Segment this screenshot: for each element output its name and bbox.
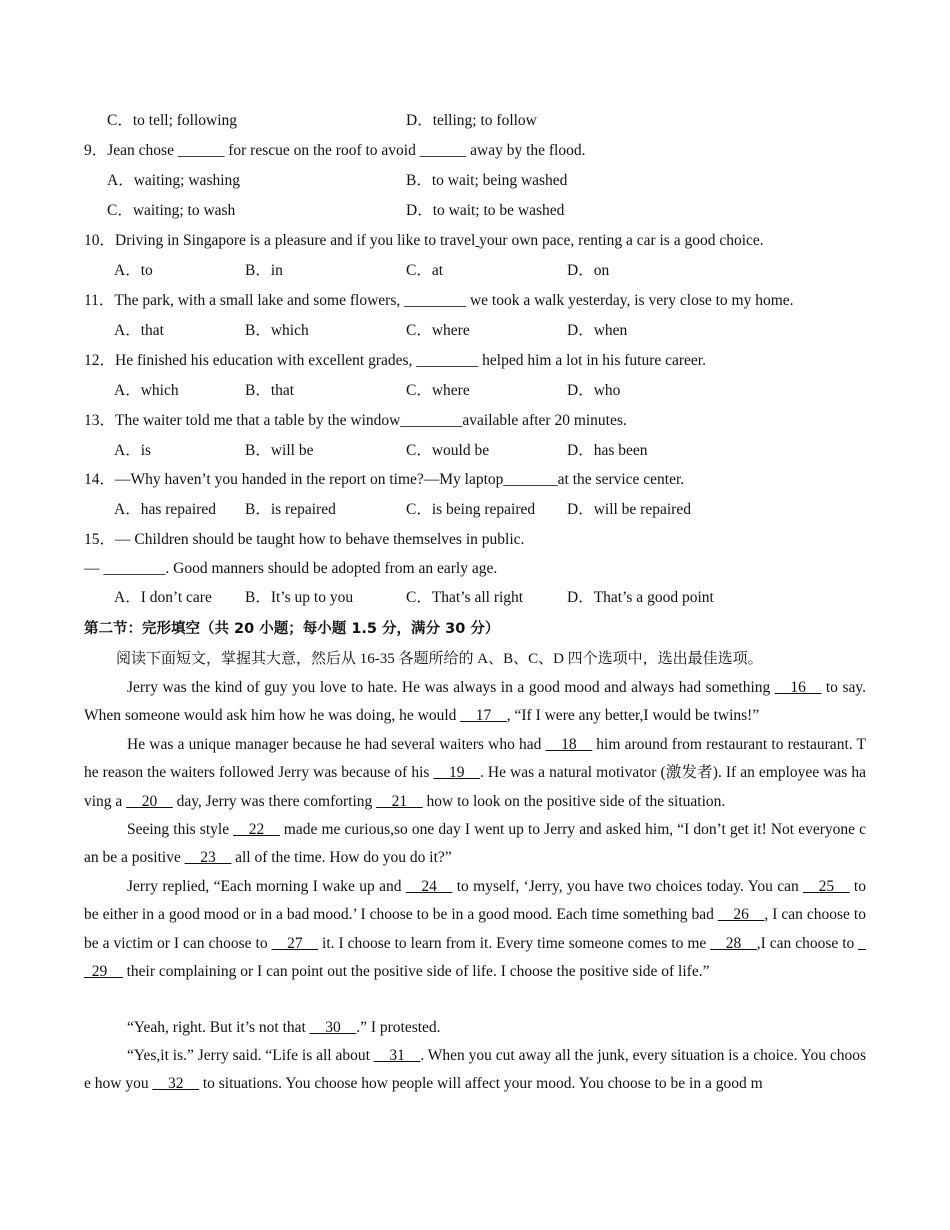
passage-text: , I can choose to be a victim or I can choose to	[84, 906, 866, 952]
passage-text: He was a unique manager because he had several waiters who had	[127, 736, 546, 753]
passage-text: to say. When someone would ask him how he was doing, he would	[84, 679, 866, 725]
passage-paragraph-5	[84, 1014, 866, 1042]
blank-27: __27__	[271, 934, 319, 952]
blank-24: __24__	[405, 878, 453, 895]
q14-option-b: B．is repaired	[245, 501, 336, 518]
blank-20: __20__	[126, 792, 173, 810]
passage-text: .” I protested.	[356, 1019, 441, 1036]
q12-option-b: B．that	[245, 382, 295, 399]
blank-22: __22__	[233, 821, 280, 838]
blank-18: __18__	[545, 736, 593, 753]
q15-stem: 15．— Children should be taught how to behave themselves in public.	[84, 531, 525, 548]
passage-text: to be either in a good mood or in a bad mood.’ I choose to be in a good mood. Each time something bad	[84, 878, 866, 924]
passage-text: Jerry replied, “Each morning I wake up and	[127, 878, 406, 895]
blank-28: __28__	[710, 934, 757, 952]
q13-option-d: D．has been	[567, 442, 648, 459]
passage-text: day, Jerry was there comforting	[172, 792, 377, 810]
q11-option-c: C．where	[406, 322, 470, 339]
passage-text: all of the time. How do you do it?”	[231, 849, 452, 867]
q11-option-b: B．which	[245, 322, 309, 339]
q9-option-a: A．waiting; washing	[107, 172, 241, 189]
blank-23: __23__	[184, 849, 232, 867]
blank-16: __16__	[774, 679, 822, 696]
q10-option-c: C．at	[406, 262, 444, 279]
passage-text: made me curious,so one day I went up to Jerry and asked him, “I don’t get it! Not everyone can be a positive	[84, 821, 866, 867]
q15-option-b: B．It’s up to you	[245, 589, 354, 606]
passage-text: . He was a natural motivator (激发者). If an employee was having a	[84, 764, 866, 810]
q10-stem-part-b: your own pace, renting a car is a good choice.	[479, 232, 764, 249]
q15-option-d: D．That’s a good point	[567, 589, 714, 606]
blank-30: __30__	[309, 1019, 357, 1036]
passage-text: him around from restaurant to restaurant. The reason the waiters followed Jerry was because of his	[84, 736, 866, 782]
q12-stem: 12．He finished his education with excellent grades, ________ helped him a lot in his future career.	[84, 352, 706, 369]
blank-29: __29__	[84, 934, 867, 980]
q11-stem: 11．The park, with a small lake and some flowers, ________ we took a walk yesterday, is very close to my home.	[84, 292, 794, 309]
passage-paragraph-2	[84, 731, 866, 816]
q12-option-d: D．who	[567, 382, 621, 399]
q14-option-a: A．has repaired	[114, 501, 216, 518]
q9-option-d: D．to wait; to be washed	[406, 202, 565, 219]
q14-option-c: C．is being repaired	[406, 501, 536, 518]
q9-option-b: B．to wait; being washed	[406, 172, 568, 189]
blank-31: __31__	[373, 1047, 421, 1064]
q8-option-c: C．to tell; following	[107, 112, 238, 129]
passage-text: “Yeah, right. But it’s not that	[127, 1019, 310, 1036]
passage-paragraph-4	[84, 873, 866, 986]
passage-text: to situations. You choose how people will affect your mood. You choose to be in a good m	[198, 1075, 763, 1093]
passage-paragraph-6	[84, 1042, 866, 1099]
q10-stem	[84, 231, 764, 251]
q10-option-a: A．to	[114, 262, 153, 279]
q15-option-c: C．That’s all right	[406, 589, 524, 606]
q14-stem: 14．—Why haven’t you handed in the report on time?—My laptop_______at the service center.	[84, 471, 685, 488]
passage-text: ,I can choose to	[756, 934, 859, 952]
passage-text: “Yes,it is.” Jerry said. “Life is all about	[127, 1047, 374, 1064]
q9-stem: 9．Jean chose ______ for rescue on the roof to avoid ______ away by the flood.	[84, 142, 586, 159]
q8-option-d: D．telling; to follow	[406, 112, 537, 129]
passage-text: how to look on the positive side of the situation.	[422, 792, 726, 810]
passage-text: . When you cut away all the junk, every situation is a choice. You choose how you	[84, 1047, 866, 1093]
q10-stem-part-a: 10．Driving in Singapore is a pleasure and if you like to travel	[84, 232, 476, 249]
passage-paragraph-1	[84, 674, 866, 731]
q12-option-a: A．which	[114, 382, 179, 399]
passage-paragraph-3	[84, 816, 866, 873]
blank-25: __25__	[803, 878, 850, 895]
blank-26: __26__	[717, 906, 765, 924]
blank-21: __21__	[376, 792, 423, 810]
passage-text: , “If I were any better,I would be twins!”	[506, 707, 760, 725]
q12-option-c: C．where	[406, 382, 470, 399]
q9-option-c: C．waiting; to wash	[107, 202, 236, 219]
passage-text: to myself, ‘Jerry, you have two choices today. You can	[452, 878, 804, 895]
q13-option-b: B．will be	[245, 442, 314, 459]
q13-option-c: C．would be	[406, 442, 490, 459]
section2-heading: 第二节：完形填空（共 20 小题；每小题 1.5 分，满分 30 分）	[84, 621, 500, 637]
q15-option-a: A．I don’t care	[114, 589, 212, 606]
blank-17: __17__	[460, 707, 507, 725]
q10-option-b: B．in	[245, 262, 283, 279]
passage-text: their complaining or I can point out the positive side of life. I choose the positive side of life.”	[122, 962, 710, 980]
q13-option-a: A．is	[114, 442, 152, 459]
blank-32: __32__	[152, 1075, 199, 1093]
blank-19: __19__	[433, 764, 480, 782]
q15-reply: — ________. Good manners should be adopted from an early age.	[84, 560, 498, 577]
q11-option-d: D．when	[567, 322, 628, 339]
q13-stem: 13．The waiter told me that a table by the window________available after 20 minutes.	[84, 412, 627, 429]
q14-option-d: D．will be repaired	[567, 501, 691, 518]
passage-text: Seeing this style	[127, 821, 234, 838]
q10-option-d: D．on	[567, 262, 610, 279]
passage-text: Jerry was the kind of guy you love to hate. He was always in a good mood and always had something	[127, 679, 775, 696]
q11-option-a: A．that	[114, 322, 164, 339]
section2-instruction: 阅读下面短文，掌握其大意，然后从 16-35 各题所给的 A、B、C、D 四个选项中，选出最佳选项。	[116, 651, 763, 667]
passage-text: it. I choose to learn from it. Every time someone comes to me	[318, 934, 711, 952]
